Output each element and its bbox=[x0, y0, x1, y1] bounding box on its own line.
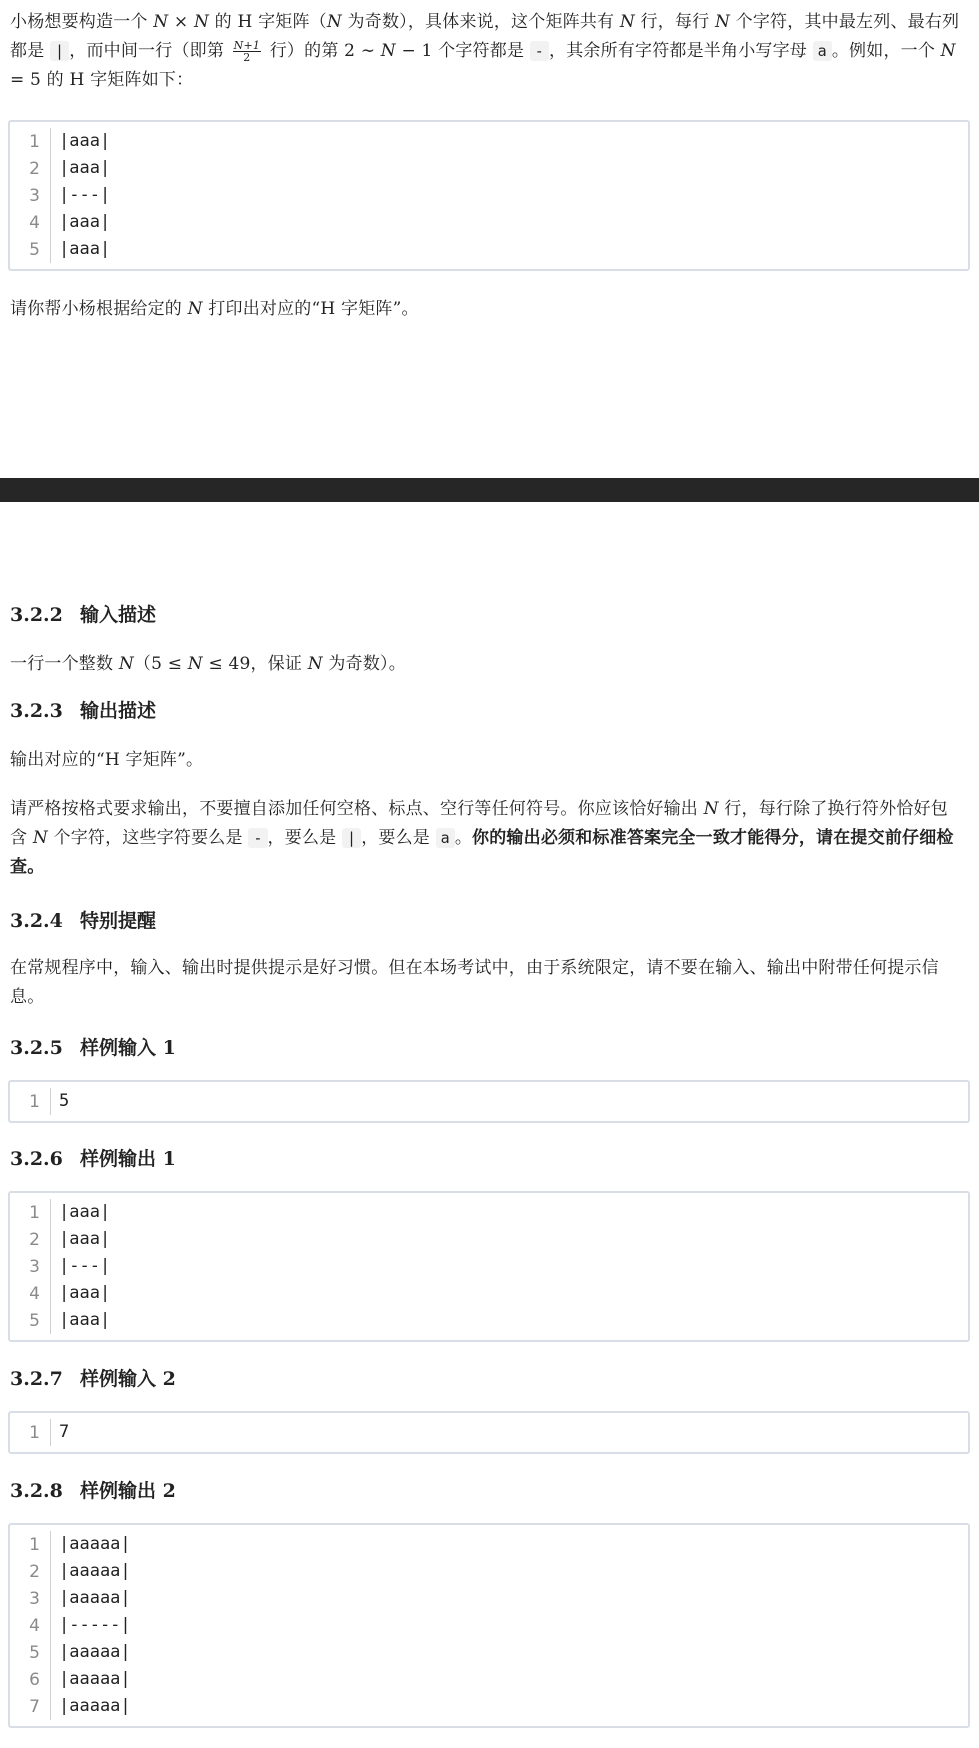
section-heading-sample-input-1: 3.2.5 样例输入 1 bbox=[10, 1037, 176, 1059]
code-line: 5 |aaaaa| bbox=[10, 1639, 968, 1666]
inline-code-dash: - bbox=[530, 41, 549, 61]
code-line: 3 |aaaaa| bbox=[10, 1585, 968, 1612]
code-line: 1 |aaaaa| bbox=[10, 1531, 968, 1558]
code-text: 5 bbox=[50, 1088, 69, 1115]
code-text: |aaa| bbox=[50, 155, 110, 182]
code-line: 7 |aaaaa| bbox=[10, 1693, 968, 1720]
output-description: 输出对应的“H 字矩阵”。 bbox=[10, 750, 204, 770]
code-line: 6 |aaaaa| bbox=[10, 1666, 968, 1693]
code-text: |aaa| bbox=[50, 1280, 110, 1307]
code-text: 7 bbox=[50, 1419, 69, 1446]
problem-description: 小杨想要构造一个 N × N 的 H 字矩阵（N 为奇数），具体来说，这个矩阵共有 N 行，每行 N 个字符，其中最左列、最右列都是 | ，而中间一行（即第 $\frac{N+1}{2}$ 行）的第 2 ∼ N − 1 个字符都是 - ，其余所有字符都是半角小写字母 a 。例如，一个 N = 5 的 H 字矩阵如下： bbox=[10, 12, 960, 90]
code-text: |aaa| bbox=[50, 1307, 110, 1334]
code-line: 4 |aaa| bbox=[10, 1280, 968, 1307]
inline-code-dash: - bbox=[248, 828, 267, 848]
code-text: |aaaaa| bbox=[50, 1666, 131, 1693]
section-heading-reminder: 3.2.4 特别提醒 bbox=[10, 910, 157, 932]
code-text: |aaa| bbox=[50, 128, 110, 155]
code-line: 1 5 bbox=[10, 1088, 968, 1115]
inline-code-a: a bbox=[436, 828, 455, 848]
code-line: 3 |---| bbox=[10, 182, 968, 209]
sample-output-1-block bbox=[8, 1191, 970, 1342]
sample-input-1-block bbox=[8, 1080, 970, 1123]
code-text: |aaa| bbox=[50, 209, 110, 236]
code-text: |aaaaa| bbox=[50, 1585, 131, 1612]
section-heading-sample-output-2: 3.2.8 样例输出 2 bbox=[10, 1480, 176, 1502]
example-code-block bbox=[8, 120, 970, 271]
page-separator bbox=[0, 478, 979, 502]
inline-code-a: a bbox=[813, 41, 832, 61]
output-format-rules: 请严格按格式要求输出，不要擅自添加任何空格、标点、空行等任何符号。你应该恰好输出 N 行，每行除了换行符外恰好包含 N 个字符，这些字符要么是 - ，要么是 | ，要么是 a 。你的输出必须和标准答案完全一致才能得分，请在提交前仔细检查。 bbox=[10, 799, 954, 877]
code-line: 3 |---| bbox=[10, 1253, 968, 1280]
code-text: |aaaaa| bbox=[50, 1693, 131, 1720]
code-text: |aaaaa| bbox=[50, 1531, 131, 1558]
sample-input-2-block bbox=[8, 1411, 970, 1454]
task-statement: 请你帮小杨根据给定的 N 打印出对应的“H 字矩阵”。 bbox=[10, 299, 419, 319]
code-line: 2 |aaa| bbox=[10, 1226, 968, 1253]
code-text: |-----| bbox=[50, 1612, 131, 1639]
code-line: 5 |aaa| bbox=[10, 236, 968, 263]
code-text: |---| bbox=[50, 182, 110, 209]
document-page-top bbox=[0, 0, 979, 478]
code-line: 1 7 bbox=[10, 1419, 968, 1446]
code-line: 1 |aaa| bbox=[10, 128, 968, 155]
code-text: |aaa| bbox=[50, 236, 110, 263]
inline-code-bar: | bbox=[342, 828, 361, 848]
code-text: |aaaaa| bbox=[50, 1639, 131, 1666]
bold-warning: 你的输出必须和标准答案完全一致才能得分，请在提交前仔细检查。 bbox=[10, 828, 954, 877]
section-heading-input: 3.2.2 输入描述 bbox=[10, 604, 157, 626]
inline-code-bar: | bbox=[50, 41, 69, 61]
code-text: |aaa| bbox=[50, 1226, 110, 1253]
reminder-text: 在常规程序中，输入、输出时提供提示是好习惯。但在本场考试中，由于系统限定，请不要在输入、输出中附带任何提示信息。 bbox=[10, 958, 939, 1007]
section-heading-sample-input-2: 3.2.7 样例输入 2 bbox=[10, 1368, 176, 1390]
code-text: |aaa| bbox=[50, 1199, 110, 1226]
code-line: 2 |aaaaa| bbox=[10, 1558, 968, 1585]
code-line: 1 |aaa| bbox=[10, 1199, 968, 1226]
document-page-bottom bbox=[0, 502, 979, 1748]
input-description: 一行一个整数 N（5 ≤ N ≤ 49，保证 N 为奇数）。 bbox=[10, 654, 406, 674]
code-line: 4 |-----| bbox=[10, 1612, 968, 1639]
fraction: $\frac{N+1}{2}$ bbox=[233, 39, 261, 64]
code-line: 5 |aaa| bbox=[10, 1307, 968, 1334]
section-heading-sample-output-1: 3.2.6 样例输出 1 bbox=[10, 1148, 176, 1170]
code-line: 2 |aaa| bbox=[10, 155, 968, 182]
sample-output-2-block bbox=[8, 1523, 970, 1728]
code-text: |---| bbox=[50, 1253, 110, 1280]
code-line: 4 |aaa| bbox=[10, 209, 968, 236]
section-heading-output: 3.2.3 输出描述 bbox=[10, 700, 157, 722]
code-text: |aaaaa| bbox=[50, 1558, 131, 1585]
